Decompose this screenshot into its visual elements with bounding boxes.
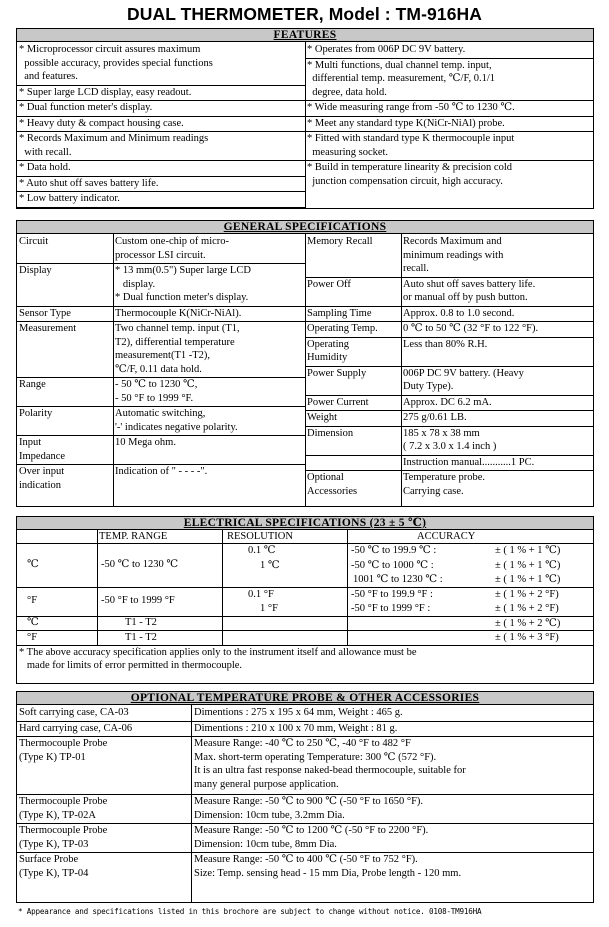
feature-item-text: * Meet any standard type K(NiCr-NiAl) probe. [307,117,505,129]
accessory-description: Measure Range: -40 ℃ to 250 ℃, -40 °F to 482 °F [194,738,411,749]
feature-item-text: * Wide measuring range from -50 ℃ to 1230 ℃. [307,102,515,113]
spec-label: Power Supply [307,367,367,379]
feature-item-text: * Heavy duty & compact housing case. [19,117,184,129]
page-title: DUAL THERMOMETER, Model : TM-916HA [126,4,483,24]
spec-value: Duty Type). [403,381,454,392]
accuracy-range: -50 ℃ to 1000 ℃ : [351,559,434,571]
accessory-name: Hard carrying case, CA-06 [19,722,133,734]
accessory-name: Thermocouple Probe [19,738,108,749]
accuracy-tolerance: ± ( 1 % + 2 °F) [495,588,559,600]
spec-value: - 50 °F to 1999 °F. [115,392,194,404]
spec-value: 10 Mega ohm. [115,437,176,448]
spec-label: indication [19,479,61,491]
spec-value: Approx. 0.8 to 1.0 second. [403,307,515,319]
accessory-description: Max. short-term operating Temperature: 300 ℃ (572 °F). [194,751,437,763]
accuracy-range: -50 °F to 199.9 °F : [351,588,433,600]
unit-label: ℃ [27,617,39,628]
accuracy-tolerance: ± ( 1 % + 1 ℃) [495,545,561,556]
accessory-description: Dimentions : 210 x 100 x 70 mm, Weight : 81 g. [194,722,398,734]
spec-value: processor LSI circuit. [115,249,206,261]
feature-item-text: degree, data hold. [307,86,387,98]
footer-notice: * Appearance and specifications listed in this brochore are subject to change without notice. 0108-TM916HA [18,907,482,916]
electrical-column-divider [97,530,98,645]
temp-range: T1 - T2 [125,617,157,628]
column-header: RESOLUTION [227,531,293,542]
unit-label: °F [27,631,38,643]
spec-value: Carrying case. [403,485,464,497]
spec-label: Accessories [307,485,358,497]
feature-item-text: possible accuracy, provides special functions [19,57,213,69]
spec-value: Less than 80% R.H. [403,338,488,350]
accessory-name: Surface Probe [19,854,79,865]
spec-value: Custom one-chip of micro- [115,236,230,247]
feature-item-text: * Fitted with standard type K thermocouple input [307,133,515,144]
accuracy-note: * The above accuracy specification applies only to the instrument itself and allowance must be [19,646,417,658]
spec-label: Input [19,437,42,448]
unit-label: ℃ [27,559,39,570]
resolution-value: 0.1 °F [248,588,274,600]
spec-value: 275 g/0.61 LB. [403,412,467,423]
accessory-description: Measure Range: -50 ℃ to 1200 ℃ (-50 °F to 2200 °F). [194,825,429,836]
spec-value: ℃/F, 0.11 data hold. [115,363,202,375]
resolution-value: 1 °F [260,603,278,614]
accessory-description: Dimension: 10cm tube, 3.2mm Dia. [194,809,345,821]
accessory-description: Measure Range: -50 ℃ to 900 ℃ (-50 °F to 1650 °F). [194,796,424,807]
spec-value: 185 x 78 x 38 mm [403,427,480,439]
spec-label: Sensor Type [19,307,71,319]
accessory-name: (Type K) TP-01 [19,751,86,763]
temp-range: -50 °F to 1999 °F [101,595,175,607]
electrical-spec-heading: ELECTRICAL SPECIFICATIONS (23 ± 5 ℃) [16,516,594,530]
accessory-description: Dimentions : 275 x 195 x 64 mm, Weight : 465 g. [194,707,403,718]
spec-value: '-' indicates negative polarity. [115,421,238,433]
spec-value: * 13 mm(0.5") Super large LCD [115,265,251,276]
general-label-divider [113,234,114,506]
accessory-description: Size: Temp. sensing head - 15 mm Dia, Probe length - 120 mm. [194,867,462,879]
accessory-name: (Type K), TP-02A [19,809,96,821]
spec-value: * Dual function meter's display. [115,292,249,303]
spec-label: Weight [307,412,338,423]
spec-value: Thermocouple K(NiCr-NiAl). [115,307,242,319]
spec-label: Range [19,379,46,390]
accuracy-tolerance: ± ( 1 % + 3 °F) [495,632,559,643]
accuracy-range: -50 °F to 1999 °F : [351,603,431,614]
spec-value: Two channel temp. input (T1, [115,323,240,334]
spec-label: Memory Recall [307,236,373,247]
spec-value: Instruction manual...........1 PC. [403,456,535,468]
spec-value: minimum readings with [403,249,504,261]
spec-label: Circuit [19,236,49,247]
spec-label: Dimension [307,427,354,439]
features-column-divider [305,42,306,208]
general-column-divider [305,234,306,506]
column-header: TEMP. RANGE [99,531,168,542]
temp-range: T1 - T2 [125,631,157,643]
feature-item-text: * Dual function meter's display. [19,102,153,113]
feature-item-text: * Records Maximum and Minimum readings [19,133,209,144]
accuracy-tolerance: ± ( 1 % + 2 ℃) [495,617,561,629]
spec-value: measurement(T1 -T2), [115,350,211,361]
accessory-description: Measure Range: -50 ℃ to 400 ℃ (-50 °F to 752 °F). [194,854,418,865]
spec-value: 006P DC 9V battery. (Heavy [403,367,524,379]
spec-value: recall. [403,263,429,274]
general-spec-heading: GENERAL SPECIFICATIONS [16,220,594,234]
accuracy-tolerance: ± ( 1 % + 2 °F) [495,603,559,614]
spec-label: Power Off [307,278,351,290]
general-spec-table [16,233,594,507]
feature-item-text: * Low battery indicator. [19,193,120,204]
accuracy-tolerance: ± ( 1 % + 1 ℃) [495,574,561,585]
accuracy-tolerance: ± ( 1 % + 1 ℃) [495,559,561,571]
electrical-column-divider [222,530,223,645]
accessories-column-divider [191,705,192,902]
general-label-divider [401,234,402,506]
electrical-column-divider [347,530,348,645]
feature-item-text: * Microprocessor circuit assures maximum [19,44,201,55]
spec-label: Power Current [307,396,369,408]
electrical-spec-table [16,529,594,684]
resolution-value: 1 ℃ [260,559,280,571]
accessory-description: It is an ultra fast response naked-bead thermocouple, suitable for [194,765,466,776]
spec-value: Auto shut off saves battery life. [403,278,536,290]
feature-item-text: junction compensation circuit, high accuracy. [307,175,503,187]
spec-label: Polarity [19,408,53,419]
spec-value: Automatic switching, [115,408,206,419]
accessory-name: Thermocouple Probe [19,796,108,807]
spec-value: Temperature probe. [403,472,486,483]
column-header: ACCURACY [417,531,476,542]
feature-row-divider [17,207,305,208]
spec-label: Optional [307,472,344,483]
temp-range: -50 ℃ to 1230 ℃ [101,559,179,570]
feature-item-text: and features. [19,71,78,82]
accessory-name: Thermocouple Probe [19,825,108,836]
spec-label: Sampling Time [307,307,372,319]
spec-value: Records Maximum and [403,236,502,247]
accessory-description: Dimension: 10cm tube, 8mm Dia. [194,838,337,850]
spec-value: Indication of " - - - -". [115,466,208,477]
resolution-value: 0.1 ℃ [248,545,276,556]
spec-value: T2), differential temperature [115,336,235,348]
feature-item-text: * Data hold. [19,162,71,173]
accessory-description: many general purpose application. [194,778,339,790]
feature-item-text: * Super large LCD display, easy readout. [19,86,192,98]
feature-item-text: with recall. [19,146,72,158]
spec-value: ( 7.2 x 3.0 x 1.4 inch ) [403,441,497,452]
spec-value: 0 ℃ to 50 ℃ (32 °F to 122 °F). [403,323,539,334]
features-table [16,41,594,209]
spec-value: - 50 ℃ to 1230 ℃, [115,379,198,390]
feature-item-text: * Operates from 006P DC 9V battery. [307,44,466,55]
feature-item-text: * Build in temperature linearity & precision cold [307,162,512,173]
accuracy-range: -50 ℃ to 199.9 ℃ : [351,545,437,556]
accessories-table [16,704,594,903]
accuracy-note: made for limits of error permitted in thermocouple. [19,660,243,671]
feature-item-text: differential temp. measurement, ℃/F, 0.1/1 [307,73,496,84]
accessory-name: (Type K), TP-04 [19,867,89,879]
spec-label: Humidity [307,352,348,363]
accessory-name: Soft carrying case, CA-03 [19,707,129,718]
spec-value: Approx. DC 6.2 mA. [403,396,492,408]
spec-label: Display [19,265,52,276]
spec-value: display. [115,278,156,290]
accessories-heading: OPTIONAL TEMPERATURE PROBE & OTHER ACCESSORIES [16,691,594,705]
spec-label: Operating [307,338,349,350]
accuracy-range: 1001 ℃ to 1230 ℃ : [353,574,443,585]
spec-label: Over input [19,466,65,477]
features-heading: FEATURES [16,28,594,42]
spec-label: Measurement [19,323,77,334]
feature-item-text: * Multi functions, dual channel temp. input, [307,59,492,71]
feature-item-text: * Auto shut off saves battery life. [19,177,159,189]
accessory-name: (Type K), TP-03 [19,838,89,850]
spec-label: Operating Temp. [307,323,378,334]
spec-label: Impedance [19,450,66,462]
unit-label: °F [27,595,38,607]
spec-value: or manual off by push button. [403,292,528,303]
feature-item-text: measuring socket. [307,146,389,158]
